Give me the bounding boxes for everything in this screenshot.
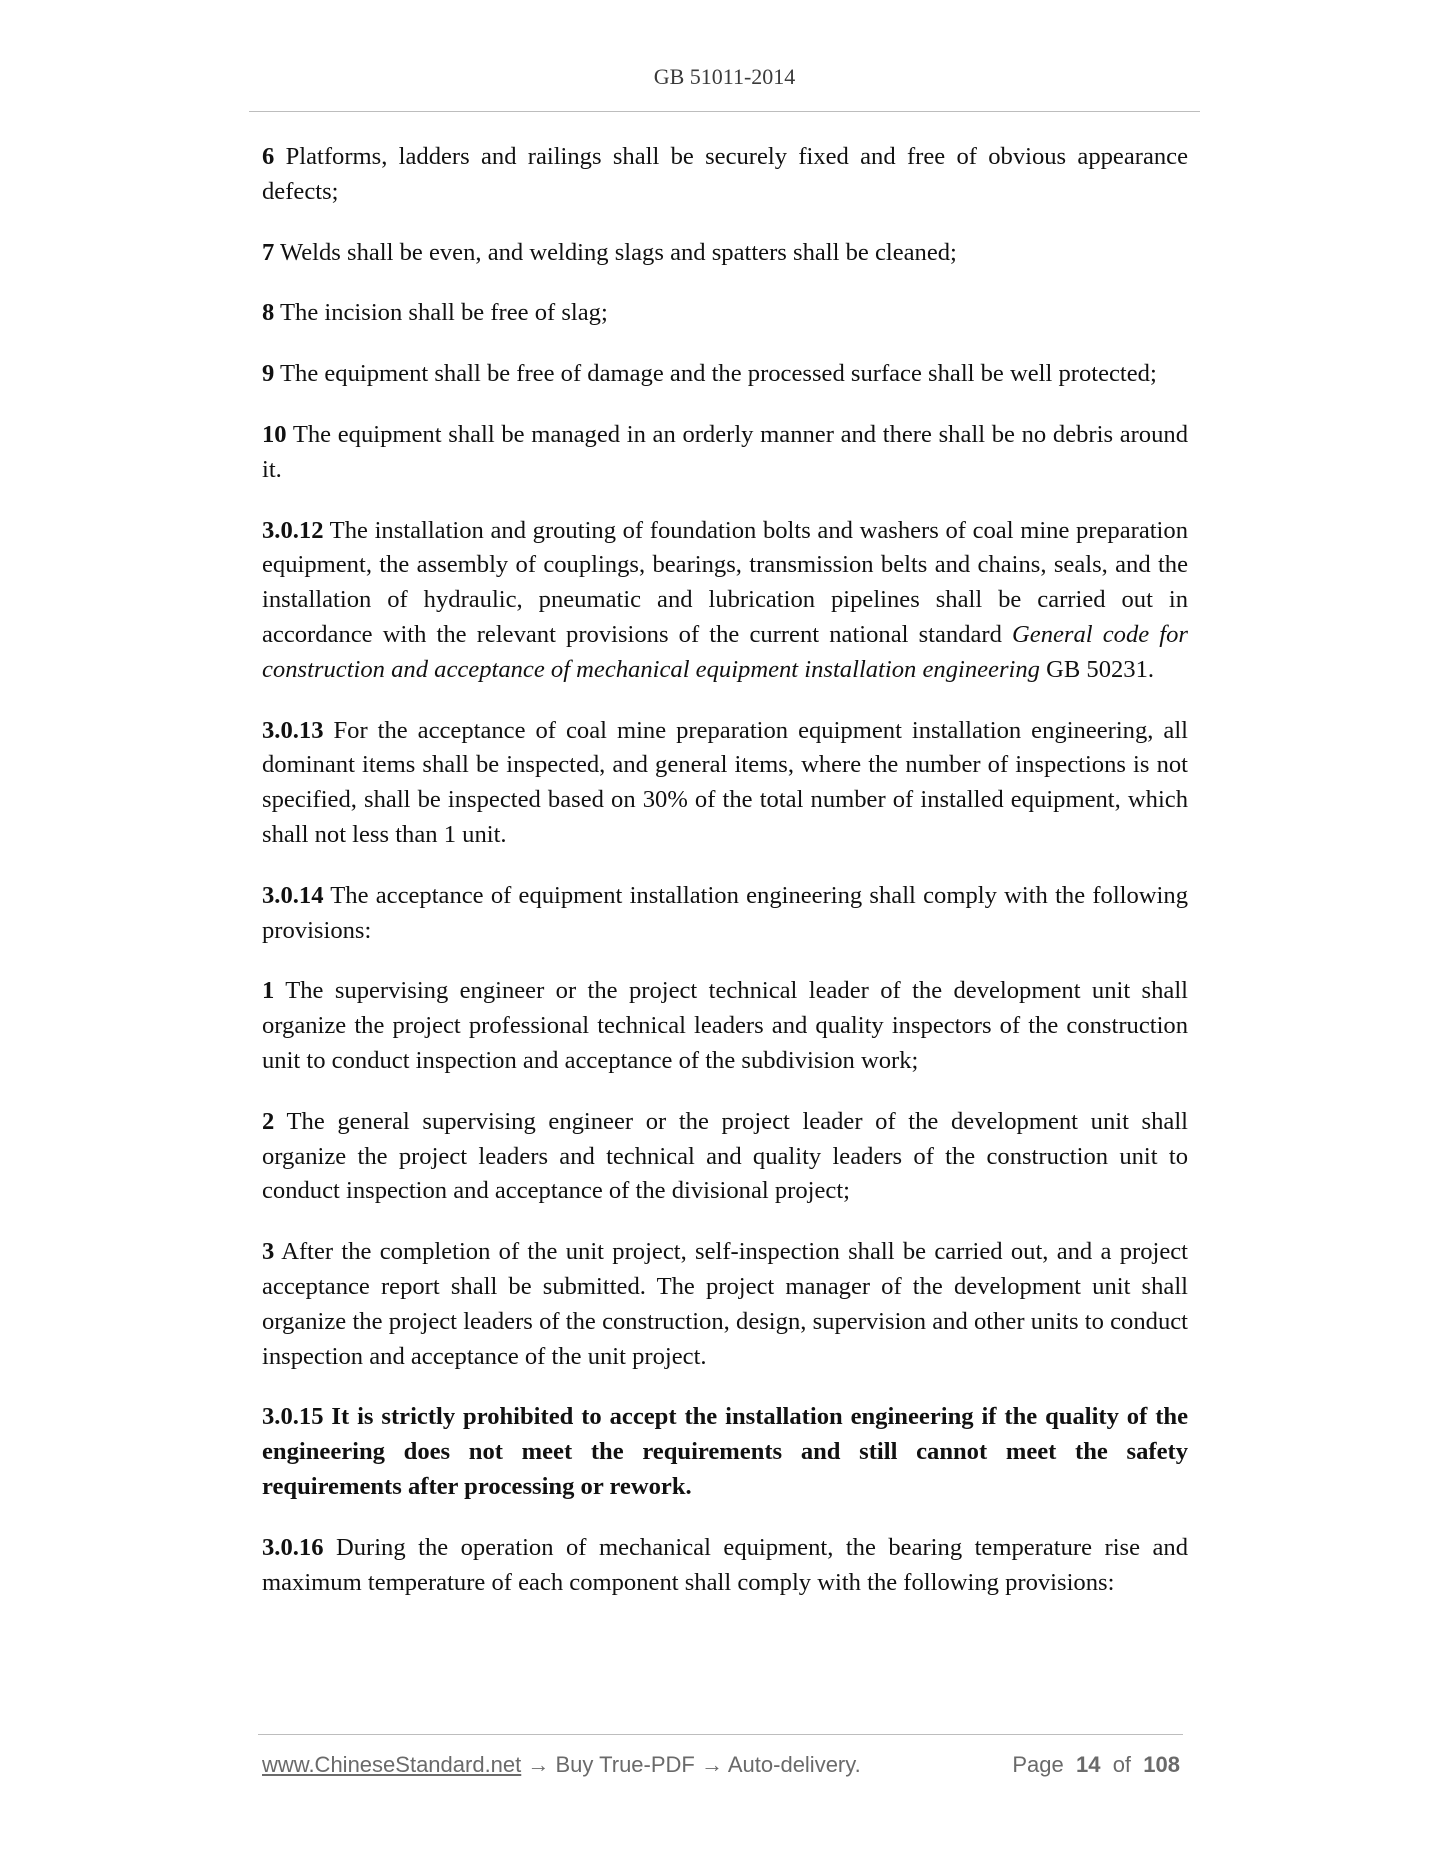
list-item-7 — [262, 236, 1188, 271]
clause-text: For the acceptance of coal mine preparation equipment installation engineering, all dominant items shall be inspected, and general items, where the number of inspections is not specified, shall be inspected based on 30% of the total number of installed equipment, which shall not less than 1 unit. — [262, 716, 1188, 848]
clause-3-0-14-item-2 — [262, 1105, 1188, 1209]
clause-number: 3.0.14 — [262, 881, 324, 909]
clause-text: During the operation of mechanical equipment, the bearing temperature rise and maximum temperature of each component shall comply with the following provisions: — [262, 1533, 1188, 1596]
list-item-6 — [262, 140, 1188, 210]
clause-number: 3.0.12 — [262, 516, 324, 544]
footer-promo — [262, 1752, 861, 1778]
clause-text: The installation and grouting of foundation bolts and washers of coal mine preparation equipment, the assembly of couplings, bearings, transmission belts and chains, seals, and the installation of hydraulic, pneumatic and lubrication pipelines shall be carried out in accordance with the relevant provisions of the current national standard — [262, 516, 1188, 648]
clause-text: The acceptance of equipment installation engineering shall comply with the following provisions: — [262, 881, 1188, 944]
website-link[interactable]: www.ChineseStandard.net — [262, 1752, 522, 1777]
item-number: 9 — [262, 360, 275, 388]
item-number: 7 — [262, 238, 275, 266]
item-number: 10 — [262, 420, 287, 448]
item-text: After the completion of the unit project, self-inspection shall be carried out, and a project acceptance report shall be submitted. The project manager of the development unit shall organize the project leaders of the construction, design, supervision and other units to conduct inspection and acceptance of the unit project. — [262, 1238, 1188, 1370]
clause-3-0-14-item-3 — [262, 1235, 1188, 1374]
item-number: 6 — [262, 143, 275, 170]
standard-code: GB 50231. — [1039, 655, 1155, 683]
page-current: 14 — [1075, 1752, 1101, 1777]
item-number: 8 — [262, 299, 275, 327]
page-header-title: GB 51011-2014 — [653, 64, 796, 89]
document-body — [262, 140, 1188, 1600]
clause-3-0-16 — [262, 1531, 1188, 1601]
item-number: 3 — [262, 1238, 275, 1266]
list-item-9 — [262, 357, 1188, 392]
item-text: The equipment shall be managed in an orderly manner and there shall be no debris around it. — [262, 420, 1188, 483]
page-label: Page — [1012, 1752, 1064, 1777]
item-number: 2 — [262, 1107, 275, 1135]
list-item-10 — [262, 418, 1188, 488]
page-total: 108 — [1143, 1752, 1180, 1777]
clause-3-0-13 — [262, 714, 1188, 853]
clause-3-0-14 — [262, 879, 1188, 949]
item-number: 1 — [262, 977, 275, 1005]
clause-3-0-15: 3.0.15 It is strictly prohibited to accept the installation engineering if the quality of the engineering does not meet the requirements and still cannot meet the safety requirements after processing or rework. — [262, 1403, 1188, 1500]
clause-3-0-14-item-1 — [262, 974, 1188, 1078]
list-item-8 — [262, 296, 1188, 331]
footer-divider — [258, 1734, 1183, 1735]
page-footer — [262, 1752, 1180, 1782]
item-text: The incision shall be free of slag; — [274, 299, 608, 327]
clause-number: 3.0.13 — [262, 716, 324, 744]
standard-title: General code for construction and acceptance of mechanical equipment installation engineering — [262, 620, 1189, 683]
item-text: Welds shall be even, and welding slags and spatters shall be cleaned; — [274, 238, 957, 266]
item-text: The general supervising engineer or the project leader of the development unit shall organize the project leaders and technical and quality leaders of the construction unit to conduct inspection and acceptance of the divisional project; — [262, 1107, 1188, 1205]
page-of: of — [1112, 1752, 1132, 1777]
clause-3-0-12 — [262, 514, 1188, 688]
promo-text: → Buy True-PDF → Auto-delivery. — [521, 1752, 861, 1777]
item-text: The supervising engineer or the project technical leader of the development unit shall organize the project professional technical leaders and quality inspectors of the construction unit to conduct inspection and acceptance of the subdivision work; — [262, 977, 1188, 1074]
page-number — [1012, 1752, 1180, 1778]
header-divider — [249, 111, 1200, 112]
item-text: Platforms, ladders and railings shall be securely fixed and free of obvious appearance defects; — [262, 143, 1188, 205]
clause-number: 3.0.16 — [262, 1533, 324, 1561]
item-text: The equipment shall be free of damage and the processed surface shall be well protected; — [274, 360, 1157, 388]
